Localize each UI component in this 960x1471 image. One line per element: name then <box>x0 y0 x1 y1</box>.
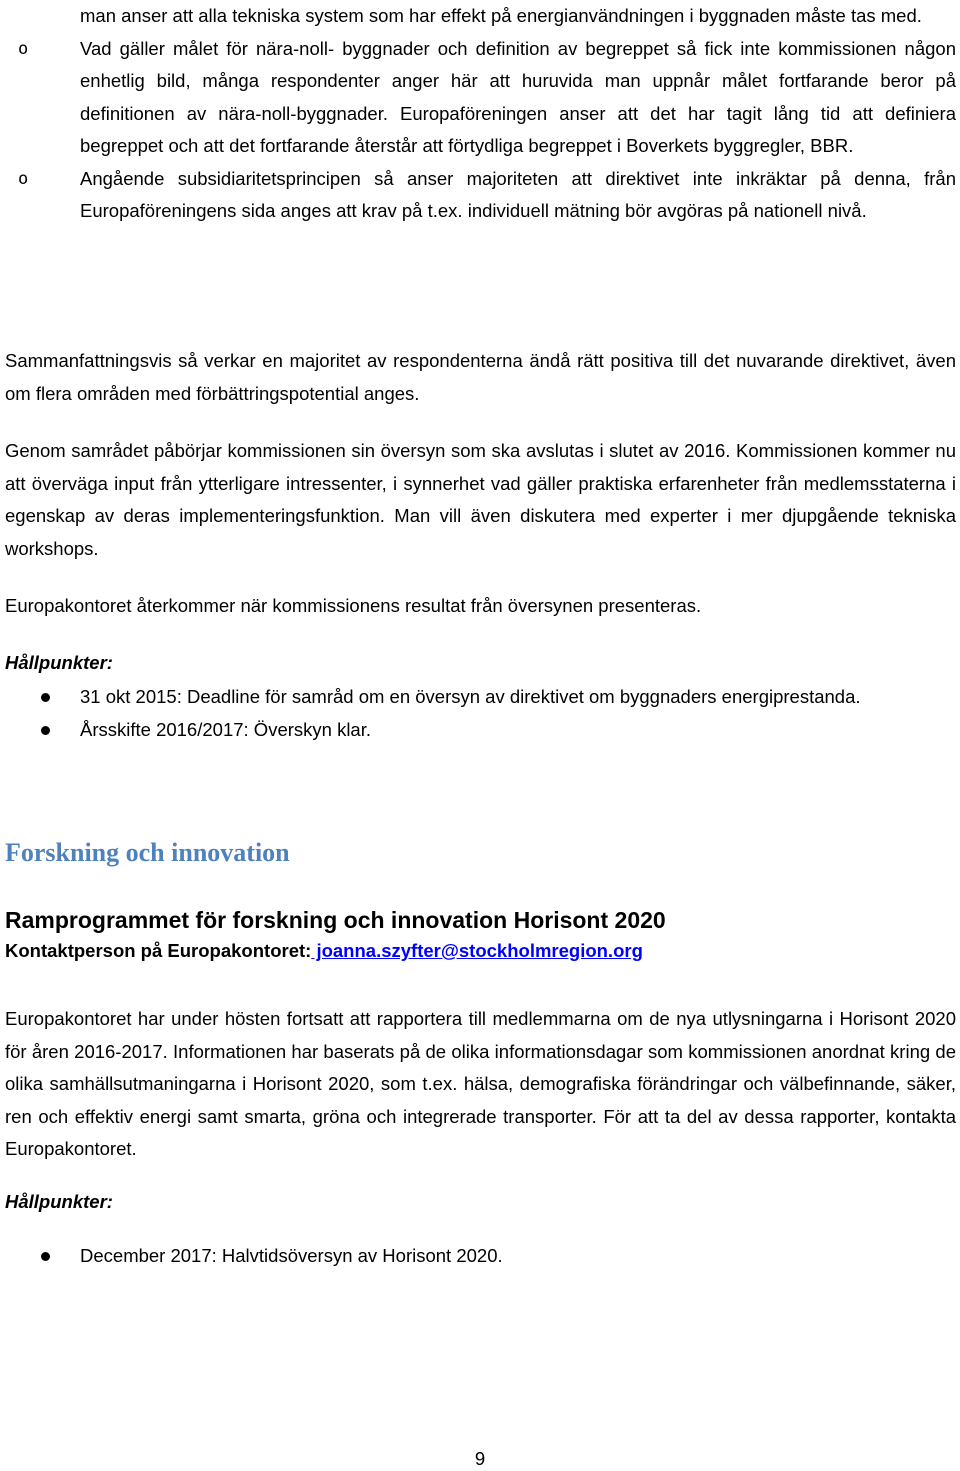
sub-bullet-item <box>18 163 956 228</box>
section-heading: Forskning och innovation <box>5 838 290 867</box>
milestones-list <box>80 681 956 746</box>
milestones-label: Hållpunkter: <box>5 1191 113 1212</box>
contact-line <box>5 940 643 962</box>
circle-bullet-icon: o <box>18 38 29 59</box>
milestone-text: Årsskifte 2016/2017: Överskyn klar. <box>80 718 371 740</box>
bullet-dot-icon <box>41 693 50 702</box>
contact-email-link[interactable]: joanna.szyfter@stockholmregion.org <box>311 940 643 961</box>
contact-label: Kontaktperson på Europakontoret: <box>5 940 312 961</box>
milestone-item <box>80 714 956 747</box>
sub-bullet-list <box>18 0 956 228</box>
bullet-dot-icon <box>41 1252 50 1261</box>
page-number: 9 <box>474 1448 486 1469</box>
consultation-paragraph: Genom samrådet påbörjar kommissionen sin översyn som ska avslutas i slutet av 2016. Kommissionen kommer nu att överväga input från ytterligare intressenter, i synnerhet vad gäller praktiska erfarenheter från medlemsstaterna i egenskap av deras implementeringsfunktion. Man vill även diskutera med experter i mer djupgående tekniska workshops. <box>5 440 956 559</box>
sub-bullet-text: Angående subsidiaritetsprincipen så anser majoriteten att direktivet inte inkräktar på denna, från Europaföreningens sida anges att krav på t.ex. individuell mätning bör avgöras på nationell nivå. <box>80 167 956 221</box>
milestone-text: December 2017: Halvtidsöversyn av Horisont 2020. <box>80 1245 503 1266</box>
summary-paragraph: Sammanfattningsvis så verkar en majoritet av respondenterna ändå rätt positiva till det nuvarande direktivet, även om flera områden med förbättringspotential anges. <box>5 350 956 404</box>
milestone-item <box>80 1240 956 1273</box>
list-continuation-text: man anser att alla tekniska system som har effekt på energianvändningen i byggnaden måste tas med. <box>80 5 922 26</box>
milestones-list <box>80 1240 956 1273</box>
horizon-paragraph: Europakontoret har under hösten fortsatt att rapportera till medlemmarna om de nya utlysningarna i Horisont 2020 för åren 2016-2017. Informationen har baserats på de olika informationsdagar som kommissionen anordnat kring de olika samhällsutmaningarna i Horisont 2020, som t.ex. hälsa, demografiska förändringar och välbefinnande, säker, ren och effektiv energi samt smarta, gröna och integrerade transporter. För att ta del av dessa rapporter, kontakta Europakontoret. <box>5 1008 956 1159</box>
return-paragraph: Europakontoret återkommer när kommissionens resultat från översynen presenteras. <box>5 595 702 616</box>
sub-bullet-text: Vad gäller målet för nära-noll- byggnader och definition av begreppet så fick inte kommissionen någon enhetlig bild, många respondenter anger här att huruvida man uppnår målet fortfarande beror på definitionen av nära-noll-byggnader. Europaföreningen anser att det har tagit lång tid att definiera begreppet och att det fortfarande återstår att förtydliga begreppet i Boverkets byggregler, BBR. <box>80 37 956 156</box>
circle-bullet-icon: o <box>18 168 29 189</box>
milestone-text: 31 okt 2015: Deadline för samråd om en översyn av direktivet om byggnaders energiprestanda. <box>80 686 861 707</box>
sub-bullet-item <box>18 33 956 163</box>
program-subheading: Ramprogrammet för forskning och innovation Horisont 2020 <box>5 907 666 933</box>
milestones-label: Hållpunkter: <box>5 652 113 673</box>
bullet-dot-icon <box>41 726 50 735</box>
milestone-item <box>80 681 956 714</box>
